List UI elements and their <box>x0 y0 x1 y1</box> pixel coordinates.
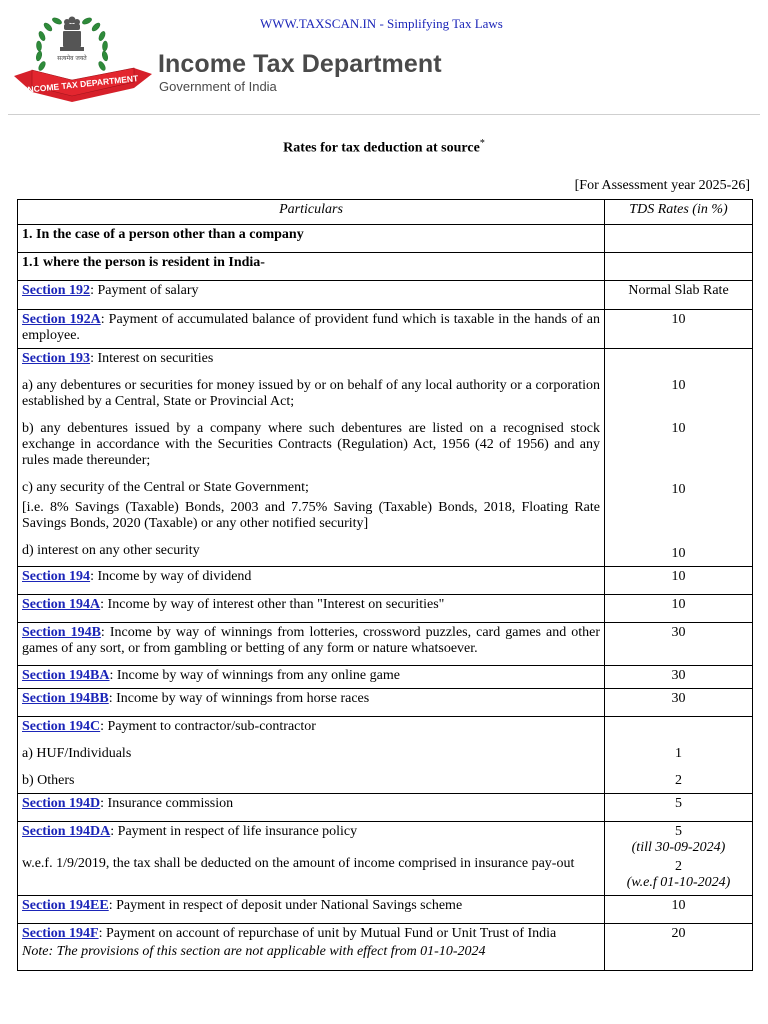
rate-note: (till 30-09-2024) <box>631 840 726 855</box>
rate-value: 2 <box>675 859 682 874</box>
table-row <box>18 595 753 623</box>
section-194f-link[interactable]: Section 194F <box>22 926 99 941</box>
row-text: a) HUF/Individuals <box>22 746 132 761</box>
rate-note: (w.e.f 01-10-2024) <box>626 875 731 890</box>
rate-value: 30 <box>605 623 753 666</box>
table-header-row <box>18 200 753 225</box>
row-text: : Payment on account of repurchase of unit by Mutual Fund or Unit Trust of India <box>98 926 557 941</box>
table-row <box>18 822 753 896</box>
row-text: : Insurance commission <box>100 796 234 811</box>
rate-value: 5 <box>605 794 753 822</box>
row-text: w.e.f. 1/9/2019, the tax shall be deducted on the amount of income comprised in insurance pay-out <box>22 856 575 871</box>
rate-value: 10 <box>671 546 686 561</box>
rate-value: 5 <box>675 824 682 839</box>
rate-value: 30 <box>605 666 753 689</box>
page-header <box>0 0 768 112</box>
logo-ribbon-text: INCOME TAX DEPARTMENT <box>24 73 139 95</box>
table-row <box>18 794 753 822</box>
table-row <box>18 896 753 924</box>
rate-value: 20 <box>605 924 753 971</box>
table-row <box>18 349 753 567</box>
table-row <box>18 623 753 666</box>
rate-value: 10 <box>671 482 686 497</box>
table-row <box>18 567 753 595</box>
section-194ee-link[interactable]: Section 194EE <box>22 898 109 913</box>
section-194ba-link[interactable]: Section 194BA <box>22 668 110 683</box>
rate-value: Normal Slab Rate <box>605 281 753 310</box>
section-194bb-link[interactable]: Section 194BB <box>22 691 109 706</box>
rate-value: 10 <box>605 595 753 623</box>
section-194d-link[interactable]: Section 194D <box>22 796 101 811</box>
rate-value: 1 <box>675 746 682 761</box>
row-text: c) any security of the Central or State Government; <box>22 480 309 495</box>
table-row <box>18 253 753 281</box>
row-text: a) any debentures or securities for money issued by or on behalf of any local authority or a corporation established by a Central, State or Provincial Act; <box>22 378 600 409</box>
row-text: : Income by way of interest other than "Interest on securities" <box>100 597 445 612</box>
table-row <box>18 281 753 310</box>
rate-value: 10 <box>671 378 686 393</box>
section-194a-link[interactable]: Section 194A <box>22 597 101 612</box>
row-text: b) any debentures issued by a company where such debentures are listed on a recognised stock exchange in accordance with the Securities Contracts (Regulation) Act, 1956 (42 of 1956) and any rules made thereunder; <box>22 421 600 468</box>
row-text: : Income by way of dividend <box>90 569 252 584</box>
subsection-heading: 1.1 where the person is resident in India- <box>18 253 605 281</box>
section-194b-link[interactable]: Section 194B <box>22 625 101 640</box>
row-text: : Income by way of winnings from horse races <box>108 691 370 706</box>
table-row <box>18 225 753 253</box>
rate-value: 10 <box>671 421 686 436</box>
row-text: d) interest on any other security <box>22 543 200 558</box>
department-title: Income Tax Department <box>158 50 442 78</box>
table-row <box>18 717 753 794</box>
title-footnote-mark: * <box>479 138 485 149</box>
row-text: : Income by way of winnings from any online game <box>109 668 400 683</box>
row-text: : Payment in respect of deposit under National Savings scheme <box>108 898 463 913</box>
tds-rates-table <box>17 199 753 971</box>
section-192-link[interactable]: Section 192 <box>22 283 91 298</box>
row-text: : Income by way of winnings from lotteries, crossword puzzles, card games and other games of any sort, or from gambling or betting of any form or nature whatsoever. <box>22 625 601 656</box>
table-row <box>18 924 753 971</box>
site-link[interactable]: WWW.TAXSCAN.IN - Simplifying Tax Laws <box>260 16 503 31</box>
income-tax-department-logo <box>12 10 154 104</box>
rate-value: 30 <box>605 689 753 717</box>
table-row <box>18 310 753 349</box>
row-text: : Payment of salary <box>90 283 199 298</box>
col-header-particulars: Particulars <box>18 200 605 225</box>
rate-value: 10 <box>605 567 753 595</box>
page-title: Rates for tax deduction at source* <box>283 138 485 156</box>
section-194da-link[interactable]: Section 194DA <box>22 824 111 839</box>
assessment-year: [For Assessment year 2025-26] <box>574 178 750 193</box>
header-divider <box>8 114 760 115</box>
section-194-link[interactable]: Section 194 <box>22 569 91 584</box>
table-row <box>18 666 753 689</box>
row-text: [i.e. 8% Savings (Taxable) Bonds, 2003 and 7.75% Saving (Taxable) Bonds, 2018, Floating Rate Savings Bonds, 2020 (Taxable) or any other notified security] <box>22 500 600 531</box>
section-192a-link[interactable]: Section 192A <box>22 312 101 327</box>
row-text: : Payment to contractor/sub-contractor <box>100 719 316 734</box>
row-text: : Payment in respect of life insurance policy <box>110 824 358 839</box>
rate-value: 2 <box>675 773 682 788</box>
section-194c-link[interactable]: Section 194C <box>22 719 101 734</box>
logo-motto: सत्यमेव जयते <box>57 55 87 62</box>
rate-value: 10 <box>605 896 753 924</box>
row-note: Note: The provisions of this section are not applicable with effect from 01-10-2024 <box>22 944 486 959</box>
col-header-rates: TDS Rates (in %) <box>605 200 753 225</box>
row-text: : Interest on securities <box>90 351 214 366</box>
rate-value: 10 <box>605 310 753 349</box>
section-193-link[interactable]: Section 193 <box>22 351 91 366</box>
section-heading: 1. In the case of a person other than a company <box>18 225 605 253</box>
department-subtitle: Government of India <box>159 79 277 94</box>
row-text: b) Others <box>22 773 75 788</box>
table-row <box>18 689 753 717</box>
row-text: : Payment of accumulated balance of provident fund which is taxable in the hands of an employee. <box>22 312 600 343</box>
